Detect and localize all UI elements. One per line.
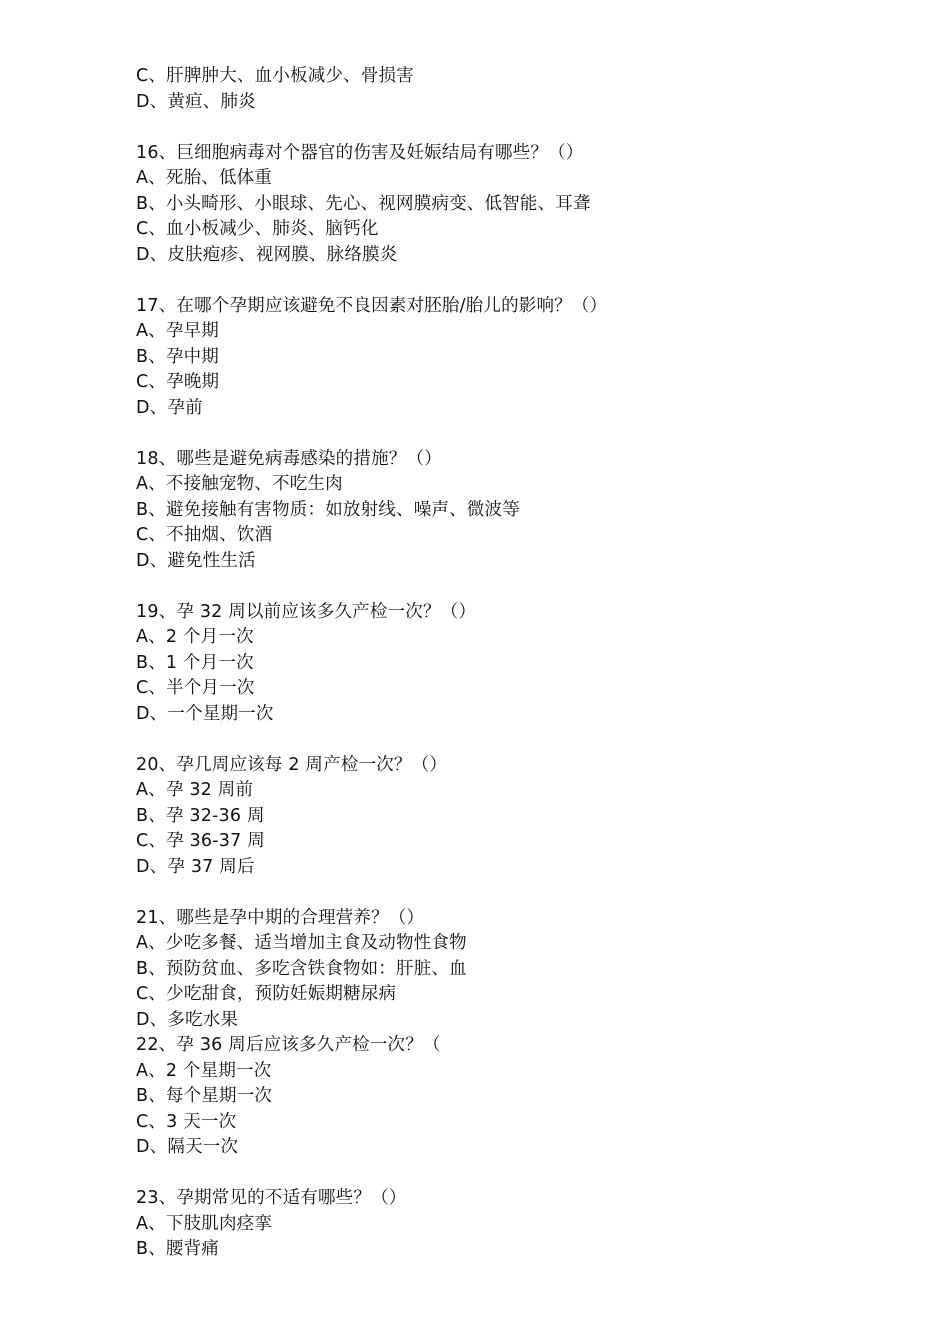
option-text: D、多吃水果 xyxy=(136,1009,239,1030)
option-text: A、少吃多餐、适当增加主食及动物性食物 xyxy=(136,933,467,953)
option-text: B、每个星期一次 xyxy=(136,1086,273,1106)
option-text: B、预防贫血、多吃含铁食物如：肝脏、血 xyxy=(136,958,467,979)
question-text: 20、孕几周应该每 2 周产检一次？（） xyxy=(136,754,448,775)
option-text: D、一个星期一次 xyxy=(136,703,274,724)
blank-line xyxy=(136,574,896,600)
option-text: D、隔天一次 xyxy=(136,1137,239,1157)
option-text: B、1 个月一次 xyxy=(136,652,254,673)
option-text: A、2 个星期一次 xyxy=(136,1060,272,1081)
blank-line xyxy=(136,727,896,753)
option-text: D、皮肤疱疹、视网膜、脉络膜炎 xyxy=(136,244,398,265)
question-text: 21、哪些是孕中期的合理营养？（） xyxy=(136,907,425,928)
blank-line xyxy=(136,115,896,141)
question-text: 22、孕 36 周后应该多久产检一次？（ xyxy=(136,1035,441,1055)
question-text: 16、巨细胞病毒对个器官的伤害及妊娠结局有哪些？（） xyxy=(136,142,584,163)
option-text: C、少吃甜食，预防妊娠期糖尿病 xyxy=(136,984,397,1004)
option-text: A、孕早期 xyxy=(136,321,219,341)
option-text: B、小头畸形、小眼球、先心、视网膜病变、低智能、耳聋 xyxy=(136,193,591,214)
option-text: D、孕前 xyxy=(136,397,203,418)
document-page xyxy=(136,64,896,1263)
question-text: 23、孕期常见的不适有哪些？（） xyxy=(136,1188,407,1208)
option-text: C、孕晚期 xyxy=(136,372,220,392)
question-text: 18、哪些是避免病毒感染的措施？（） xyxy=(136,448,442,469)
option-text: B、孕 32-36 周 xyxy=(136,805,265,826)
option-text: D、孕 37 周后 xyxy=(136,856,255,877)
option-text: C、肝脾肿大、血小板减少、骨损害 xyxy=(136,66,414,86)
option-text: A、死胎、低体重 xyxy=(136,168,273,188)
option-text: D、黄疸、肺炎 xyxy=(136,91,256,112)
option-text: A、不接触宠物、不吃生肉 xyxy=(136,474,343,494)
option-text: C、不抽烟、饮酒 xyxy=(136,525,273,545)
option-text: B、孕中期 xyxy=(136,346,220,367)
option-text: C、血小板减少、肺炎、脑钙化 xyxy=(136,219,379,239)
option-text: A、孕 32 周前 xyxy=(136,780,254,800)
option-text: B、腰背痛 xyxy=(136,1239,220,1259)
option-text: B、避免接触有害物质：如放射线、噪声、微波等 xyxy=(136,499,520,520)
blank-line xyxy=(136,880,896,906)
blank-line xyxy=(136,1161,896,1187)
blank-line xyxy=(136,421,896,447)
option-text: D、避免性生活 xyxy=(136,550,256,571)
option-text: A、下肢肌肉痉挛 xyxy=(136,1213,273,1234)
option-text: C、孕 36-37 周 xyxy=(136,831,265,851)
question-text: 19、孕 32 周以前应该多久产检一次？（） xyxy=(136,601,477,622)
blank-line xyxy=(136,268,896,294)
option-text: C、3 天一次 xyxy=(136,1111,237,1132)
option-text: A、2 个月一次 xyxy=(136,627,254,647)
option-text: C、半个月一次 xyxy=(136,678,255,698)
question-text: 17、在哪个孕期应该避免不良因素对胚胎/胎儿的影响？（） xyxy=(136,295,608,316)
